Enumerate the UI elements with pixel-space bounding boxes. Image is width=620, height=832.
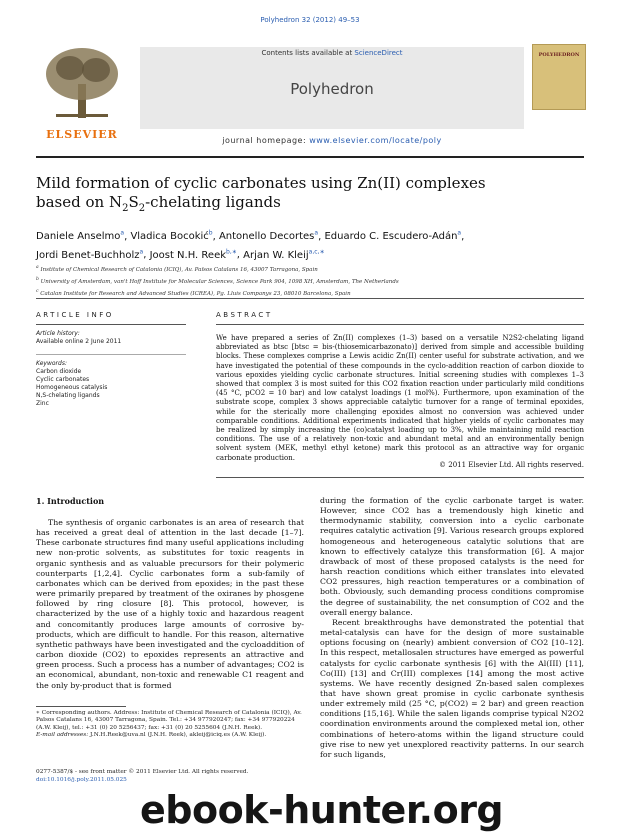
affiliations (36, 263, 596, 298)
paragraph: during the formation of the cyclic carbonate target is water. However, since CO2 has a tremendously high kinetic and thermodynamic stability, conversion into a cyclic carbonate requires catalytic activation [9]. Various research groups explored homogeneous and heterogeneous catalytic solutions that are known to effectively catalyze this transformation [6]. A major drawback of most of these proposed catalysts is the need for harsh reaction conditions which either translates into elevated CO2 pressures, high reaction temperatures or a combination of both. Obviously, such demanding process conditions compromise the degree of sustainability, the net consumption of CO2 and the overall energy balance. (320, 496, 584, 617)
sciencedirect-link[interactable]: ScienceDirect (354, 49, 403, 57)
journal-homepage: journal homepage: www.elsevier.com/locate/poly (222, 136, 442, 145)
abstract-heading: ABSTRACT (216, 311, 273, 319)
keyword: N,S-chelating ligands (36, 392, 100, 399)
author[interactable]: Antonello Decortes$^a$ (218, 230, 319, 243)
email-links[interactable]: J.N.H.Reek@uva.nl (J.N.H. Reek), akleij@iciq.es (A.W. Kleij). (90, 732, 267, 739)
paragraph: The synthesis of organic carbonates is an area of research that has received a great deal of attention in the last decade [1–7]. These carbonate structures find many useful applications including new non-protic solvents, as substitutes for toxic reagents in organic synthesis and as valuable precursors for their polymeric counterparts [1,2,4]. Cyclic carbonates form a sub-family of carbonates which can be derived from epoxides; in the past these were primarily prepared by treatment of the oxiranes by phosgene followed by ring closure [8]. This protocol, however, is characterized by the use of a highly toxic and hazardous reagent and concomitantly produces large amounts of corrosive by-products, which are difficult to handle. For this reason, alternative synthetic pathways have been investigated and the cycloaddition of carbon dioxide (CO2) to epoxides represents an attractive and green process. Such a process has a number of advantages; CO2 is an economical, abundant, non-toxic and renewable C1 reagent and the only by-product that is formed (36, 518, 304, 690)
author[interactable]: Eduardo C. Escudero-Adán$^a$ (324, 230, 462, 243)
article-history: Article history: Available online 2 June 2011 (36, 330, 122, 345)
abstract-text: We have prepared a series of Zn(II) complexes (1–3) based on a versatile N2S2-chelating ligand abbreviated as btsc [btsc = bis-(thiosemicarbazonato)] derived from simple and accessible building blocks. These complexes comprise a Lewis acidic Zn(II) center useful for substrate activation, and we have investigated the potential of these compounds in the cyclo-addition reaction of carbon dioxide to various epoxides yielding cyclic carbonate structures. Initial screening studies with complexes 1–3 showed that complex 3 is most suited for this CO2 fixation reaction under particularly mild conditions (45 °C, pCO2 = 10 bar) and low catalyst loadings (1 mol%). Furthermore, upon examination of the substrate scope, complex 3 shows appreciable catalytic turnover for a range of terminal epoxides, while for the sterically more challenging epoxides almost no conversion was achieved under comparable conditions. Additional experiments indicated that higher yields of cyclic carbonates may be realized by simply increasing the (co)catalyst loading up to 3%, while maintaining mild reaction conditions. The use of a relatively non-toxic and abundant metal and an environmentally benign solvent system (MEK, methyl ethyl ketone) mark this protocol as an attractive way for organic carbonate production. (216, 334, 584, 462)
elsevier-wordmark: ELSEVIER (46, 128, 118, 141)
author[interactable]: Daniele Anselmo$^a$ (36, 230, 125, 243)
homepage-link[interactable]: www.elsevier.com/locate/poly (309, 136, 442, 145)
watermark: ebook-hunter.org (140, 788, 504, 832)
keyword: Carbon dioxide (36, 368, 82, 375)
keyword: Cyclic carbonates (36, 376, 90, 383)
affiliation: $^a$ Institute of Chemical Research of Catalonia (ICIQ), Av. Països Catalans 16, 43007 Tarragona, Spain (36, 265, 318, 273)
keywords: Keywords: Carbon dioxide Cyclic carbonates Homogeneous catalysis N,S-chelating ligands Zinc (36, 360, 186, 408)
keyword: Zinc (36, 400, 49, 407)
abstract-bottom-divider (216, 477, 584, 478)
journal-title: Polyhedron (290, 80, 374, 98)
journal-reference[interactable]: Polyhedron 32 (2012) 49–53 (260, 16, 360, 24)
footnote: ∗ Corresponding authors. Address: Institute of Chemical Research of Catalonia (ICIQ), Av. Països Catalans 16, 43007 Tarragona, Spain. Tel.: +34 977920247; fax: +34 977920224 (A.W. Kleij), tel.: +31 (0) 20 5256437; fax: +31 (0) 20 5255604 (J.N.H. Reek). E-mail addresses: J.N.H.Reek@uva.nl (J.N.H. Reek), akleij@iciq.es (A.W. Kleij). (36, 710, 302, 739)
section-heading: 1. Introduction (36, 496, 105, 506)
keyword: Homogeneous catalysis (36, 384, 108, 391)
article-info-divider (36, 324, 186, 325)
affiliation: $^b$ University of Amsterdam, van't Hoff Institute for Molecular Sciences, Science Park 904, 1098 XH, Amsterdam, The Netherlands (36, 276, 399, 285)
body-column-left (36, 518, 304, 691)
affiliation: $^c$ Catalan Institute for Research and Advanced Studies (ICREA), Pg. Lluis Companys 23, 08010 Barcelona, Spain (36, 288, 351, 297)
history-divider (36, 354, 186, 355)
author-list: Daniele Anselmo$^a$, Vladica Bocokić$^b$, Antonello Decortes$^a$, Eduardo C. Escudero-Adán$^a$, Jordi Benet-Buchholz$^a$, Joost N.H. Reek$^{b,∗}$, Arjan W. Kleij$^{a,c,∗}$ (36, 230, 465, 261)
footnote-divider (36, 706, 126, 707)
author[interactable]: Vladica Bocokić$^b$ (130, 230, 213, 243)
abstract-divider (216, 324, 584, 325)
elsevier-tree-icon (40, 44, 124, 122)
author[interactable]: Jordi Benet-Buchholz$^a$ (36, 248, 144, 261)
affiliation-divider (36, 298, 584, 299)
article-info-heading: ARTICLE INFO (36, 311, 114, 319)
header-divider (36, 156, 584, 158)
cover-title: POLYHEDRON (538, 52, 580, 58)
article-title: Mild formation of cyclic carbonates using Zn(II) complexes based on $N_2S_2$-chelating ligands (36, 174, 486, 214)
contents-line: Contents lists available at ScienceDirect (261, 49, 403, 57)
body-column-right (320, 496, 584, 760)
doi-link[interactable]: doi:10.1016/j.poly.2011.05.025 (36, 777, 127, 783)
author[interactable]: Arjan W. Kleij$^{a,c,∗}$ (243, 248, 325, 261)
issn-doi: 0277-5387/$ - see front matter © 2011 Elsevier Ltd. All rights reserved. doi:10.1016/j.poly.2011.05.025 (36, 768, 336, 784)
paragraph: Recent breakthroughs have demonstrated the potential that metal-catalysis can have for the design of more sustainable options focusing on (nearly) ambient conversion of CO2 [10–12]. In this respect, metallosalen structures have emerged as powerful catalysts for cyclic carbonate synthesis [6] with the Al(III) [11], Co(III) [13] and Cr(III) complexes [14] among the most active systems. We have recently designed Zn-based salen complexes that have shown great promise in cyclic carbonate synthesis under extremely mild (25 °C, p(CO2) = 2 bar) and green reaction conditions [15,16]. While the salen ligands comprise typical N2O2 coordination environments around the complexed metal ion, other combinations of hetero-atoms within the ligand structure could give rise to new yet unexplored reactivity patterns. In our search for such ligands, (320, 617, 584, 759)
author[interactable]: Joost N.H. Reek$^{b,∗}$ (149, 248, 237, 261)
copyright: © 2011 Elsevier Ltd. All rights reserved. (439, 461, 584, 469)
